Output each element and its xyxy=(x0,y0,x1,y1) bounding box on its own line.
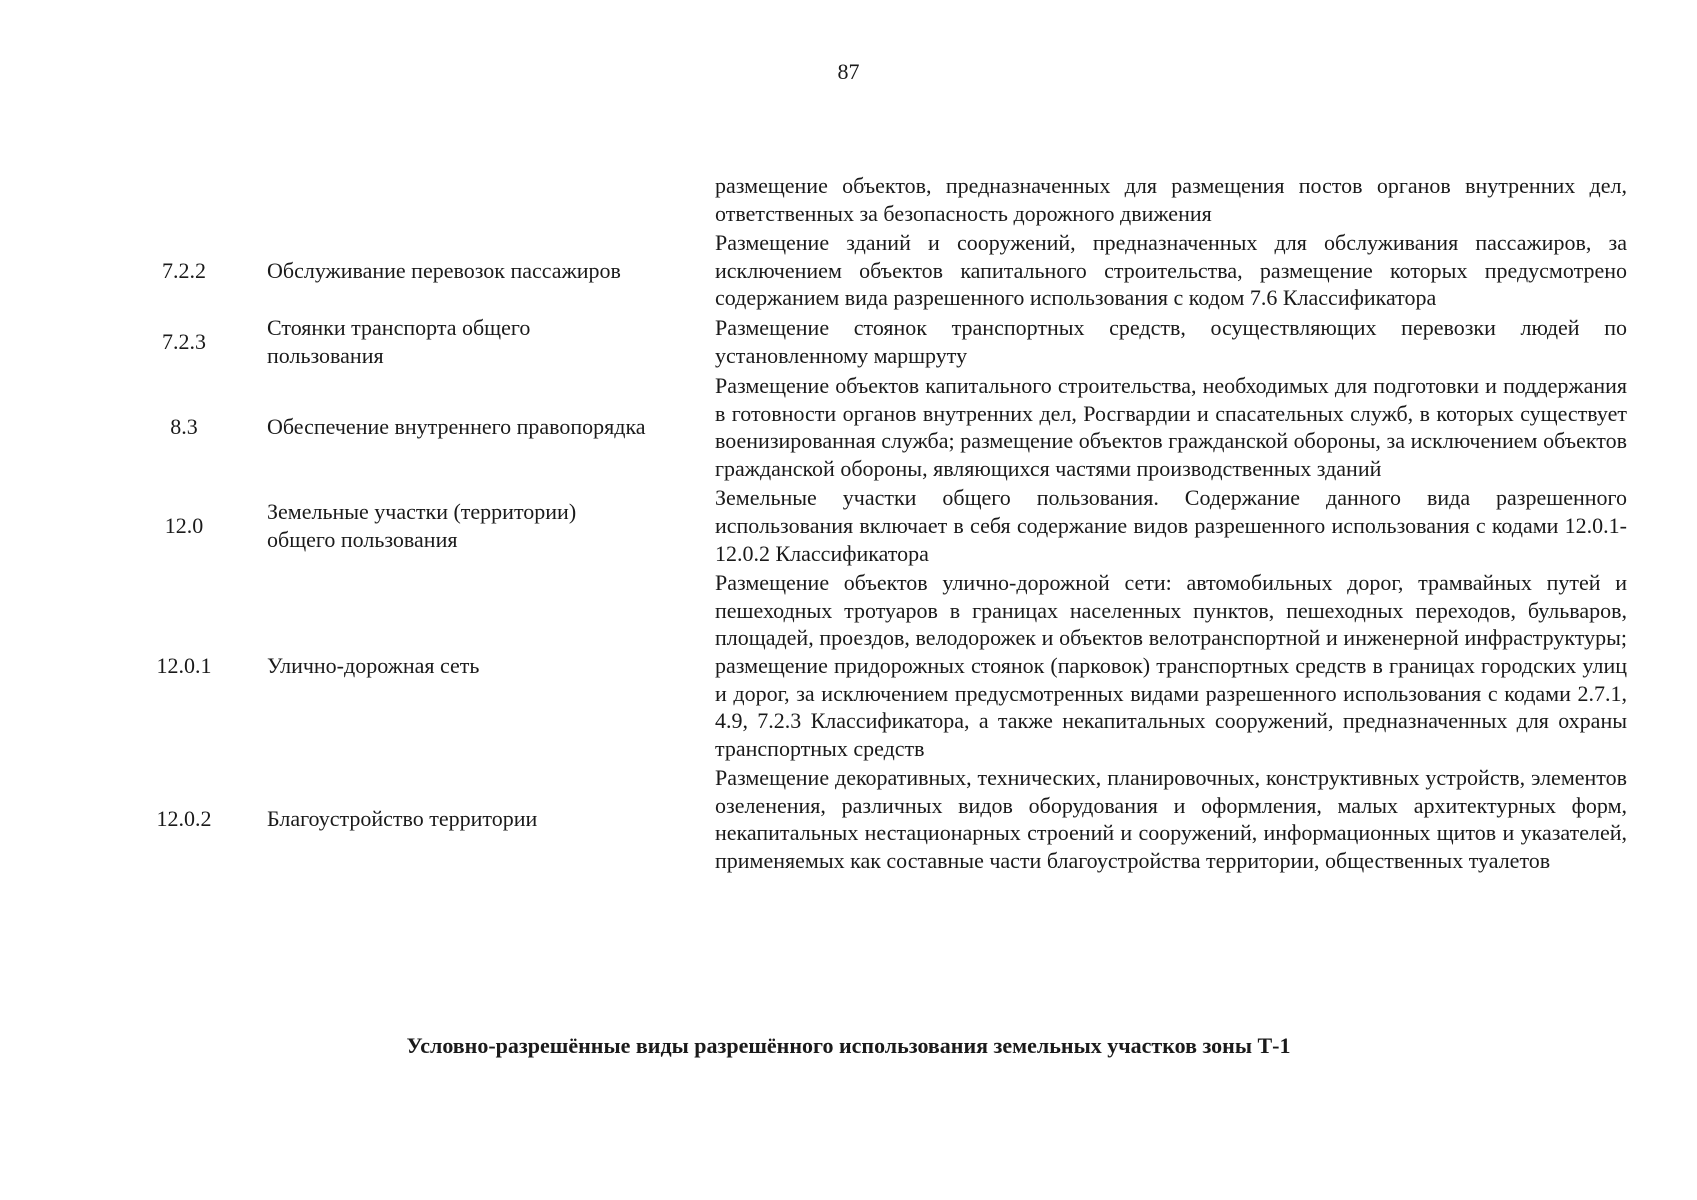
row-description: Размещение стоянок транспортных средств, осуществляющих перевозки людей по установленному маршруту xyxy=(715,315,1627,368)
row-description: Размещение зданий и сооружений, предназначенных для обслуживания пассажиров, за исключением объектов капитального строительства, размещение которых предусмотрено содержанием вида разрешенного использования с кодом 7.6 Классификатора xyxy=(715,230,1627,311)
row-description: Размещение объектов капитального строительства, необходимых для подготовки и поддержания в готовности органов внутренних дел, Росгвардии и спасательных служб, в которых существует военизированная служба; размещение объектов гражданской обороны, за исключением объектов гражданской обороны, являющихся частями производственных зданий xyxy=(715,372,1627,481)
row-code: 12.0.1 xyxy=(156,652,212,678)
row-description: Размещение декоративных, технических, планировочных, конструктивных устройств, элементов озеленения, различных видов оборудования и оформления, малых архитектурных форм, некапитальных нестационарных строений и сооружений, информационных щитов и указателей, применяемых как составные части благоустройства территории, общественных туалетов xyxy=(715,765,1627,874)
row-description: Размещение объектов улично-дорожной сети: автомобильных дорог, трамвайных путей и пешеходных тротуаров в границах населенных пунктов, пешеходных переходов, бульваров, площадей, проездов, велодорожек и объектов велотранспортной и инженерной инфраструктуры; размещение придорожных стоянок (парковок) транспортных средств в границах городских улиц и дорог, за исключением предусмотренных видами разрешенного использования с кодами 2.7.1, 4.9, 7.2.3 Классификатора, а также некапитальных сооружений, предназначенных для охраны транспортных средств xyxy=(715,570,1627,761)
row-code: 8.3 xyxy=(170,414,198,440)
row-name: Улично-дорожная сеть xyxy=(267,652,480,678)
table-row xyxy=(0,764,1697,874)
row-name: Благоустройство территории xyxy=(267,806,538,832)
page-number: 87 xyxy=(837,59,860,84)
row-name: Стоянки транспорта общего пользования xyxy=(267,314,531,368)
table-row xyxy=(0,569,1697,762)
table-row xyxy=(0,484,1697,567)
land-use-table xyxy=(0,172,1697,875)
table-row xyxy=(0,229,1697,312)
row-code: 12.0.2 xyxy=(156,806,212,832)
table-row xyxy=(0,314,1697,370)
section-heading: Условно-разрешённые виды разрешённого использования земельных участков зоны Т-1 xyxy=(406,1033,1291,1058)
row-name: Обеспечение внутреннего правопорядка xyxy=(267,414,646,440)
row-description: Земельные участки общего пользования. Содержание данного вида разрешенного использования включает в себя содержание видов разрешенного использования с кодами 12.0.1-12.0.2 Классификатора xyxy=(715,485,1627,566)
row-description: размещение объектов, предназначенных для размещения постов органов внутренних дел, ответственных за безопасность дорожного движения xyxy=(715,173,1627,226)
table-row xyxy=(0,372,1697,482)
row-code: 7.2.2 xyxy=(162,257,206,283)
table-row xyxy=(0,172,1697,227)
row-name: Обслуживание перевозок пассажиров xyxy=(267,257,621,283)
row-code: 12.0 xyxy=(164,512,204,538)
row-name: Земельные участки (территории) общего пользования xyxy=(267,498,577,552)
row-code: 7.2.3 xyxy=(162,328,206,354)
